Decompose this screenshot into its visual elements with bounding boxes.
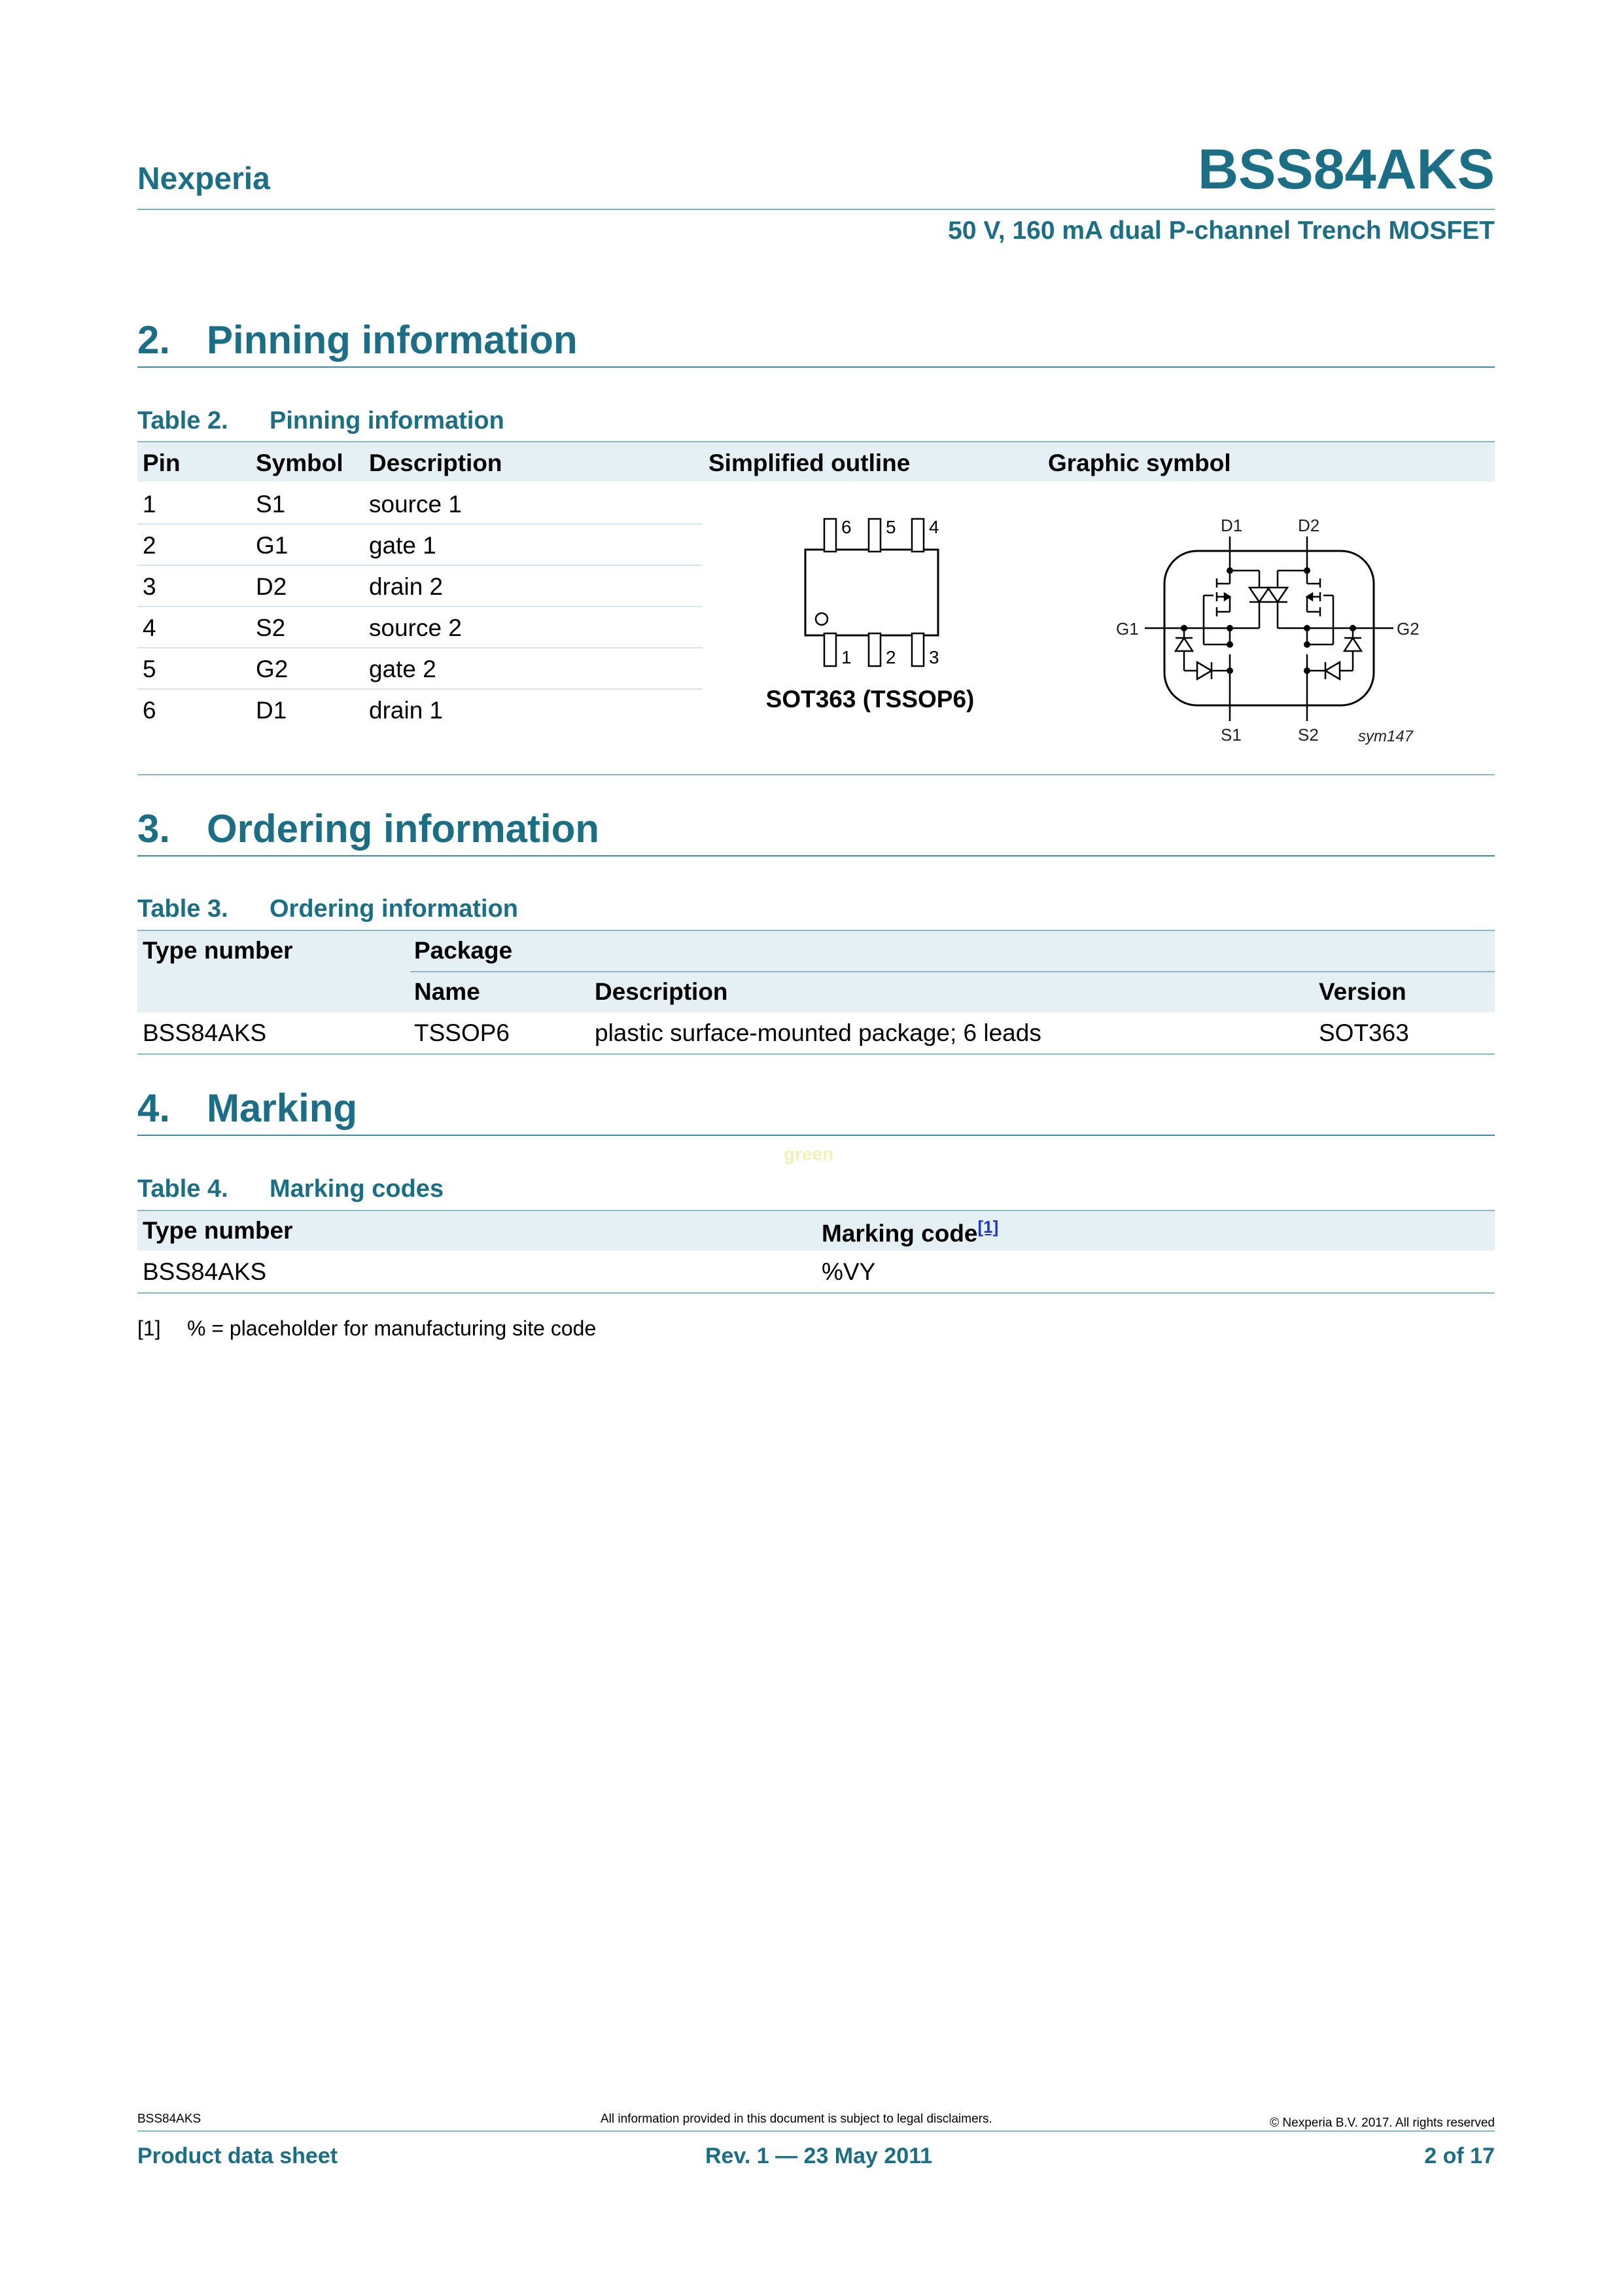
table-cell: D2 xyxy=(256,573,287,600)
col-header-type-number: Type number xyxy=(143,1217,293,1244)
pin-number: 1 xyxy=(841,647,852,667)
table-cell: BSS84AKS xyxy=(143,1019,267,1046)
lead-6 xyxy=(824,519,836,552)
col-header-description: Description xyxy=(369,450,502,476)
package-outline-diagram xyxy=(752,504,968,680)
col-header-symbol: Symbol xyxy=(256,450,343,476)
row-divider xyxy=(137,523,703,525)
footnote xyxy=(137,1316,596,1341)
caption-text: Ordering information xyxy=(270,895,518,923)
subheader-rule xyxy=(410,971,1495,972)
section-title: Ordering information xyxy=(207,807,599,851)
package-body xyxy=(805,550,938,635)
table-cell: source 2 xyxy=(369,614,462,641)
footnote-ref: [1] xyxy=(137,1316,161,1340)
section-heading-ordering xyxy=(137,806,599,851)
table-caption xyxy=(137,895,518,923)
section-number: 2. xyxy=(137,318,171,362)
footnote-text: % = placeholder for manufacturing site code xyxy=(187,1316,597,1340)
pin-number: 3 xyxy=(929,647,939,667)
table-bottom-rule xyxy=(137,1292,1495,1294)
section-number: 4. xyxy=(137,1086,171,1130)
lead-4 xyxy=(912,519,924,552)
table-cell: gate 2 xyxy=(369,656,436,682)
col-header-name: Name xyxy=(414,978,480,1005)
footer-page-number: 2 of 17 xyxy=(1424,2144,1495,2168)
table-cell: 4 xyxy=(143,614,156,641)
section-heading-marking xyxy=(137,1086,357,1131)
table-bottom-rule xyxy=(137,774,1495,775)
label-d2: D2 xyxy=(1298,516,1320,535)
label-g2: G2 xyxy=(1397,619,1420,639)
label-d1: D1 xyxy=(1221,516,1243,535)
header-divider xyxy=(137,209,1495,210)
label-s1: S1 xyxy=(1221,725,1242,745)
col-header-outline: Simplified outline xyxy=(708,450,911,476)
row-divider xyxy=(137,647,703,648)
table-bottom-rule xyxy=(137,1053,1495,1055)
table-cell: 6 xyxy=(143,697,156,724)
col-header-pin: Pin xyxy=(143,450,181,476)
label-g1: G1 xyxy=(1116,619,1139,639)
col-header-description: Description xyxy=(595,978,728,1005)
watermark-text: green xyxy=(784,1144,834,1164)
caption-number: Table 2. xyxy=(137,407,228,434)
row-divider xyxy=(137,565,703,566)
section-divider xyxy=(137,855,1495,857)
footer-divider xyxy=(137,2130,1495,2132)
table-cell: %VY xyxy=(822,1258,876,1285)
col-header-package: Package xyxy=(414,937,513,964)
pin-number: 6 xyxy=(841,517,852,537)
section-divider xyxy=(137,366,1495,368)
table-cell: 2 xyxy=(143,532,156,559)
footer-disclaimer: All information provided in this document is subject to legal disclaimers. xyxy=(601,2112,992,2126)
mosfet-graphic-symbol xyxy=(1112,510,1426,759)
label-s2: S2 xyxy=(1298,725,1319,745)
pin-number: 2 xyxy=(886,647,896,667)
table-cell: D1 xyxy=(256,697,287,724)
marking-code-label: Marking code xyxy=(822,1220,978,1247)
row-divider xyxy=(137,688,703,690)
junction-dots xyxy=(1181,567,1356,674)
caption-text: Marking codes xyxy=(270,1175,444,1203)
table-cell: 5 xyxy=(143,656,156,682)
table-cell: S2 xyxy=(256,614,286,641)
footer-doc-type: Product data sheet xyxy=(137,2144,338,2168)
col-header-type-number: Type number xyxy=(143,937,293,964)
table-cell: source 1 xyxy=(369,491,462,518)
table-cell: 1 xyxy=(143,491,156,518)
lead-2 xyxy=(869,633,881,666)
footnote-link[interactable]: [1] xyxy=(977,1217,999,1237)
table-cell: G2 xyxy=(256,656,288,682)
footer-doc-id: BSS84AKS xyxy=(137,2112,201,2126)
table-cell: gate 1 xyxy=(369,532,436,559)
section-heading-pinning xyxy=(137,317,578,362)
table-header-row xyxy=(137,1211,1495,1250)
table-cell: S1 xyxy=(256,491,286,518)
product-subtitle: 50 V, 160 mA dual P-channel Trench MOSFET xyxy=(948,217,1495,245)
table-cell: 3 xyxy=(143,573,156,600)
lead-5 xyxy=(869,519,881,552)
symbol-reference: sym147 xyxy=(1358,728,1414,745)
section-number: 3. xyxy=(137,807,171,851)
brand-name: Nexperia xyxy=(137,162,270,196)
lead-1 xyxy=(824,633,836,666)
footer-copyright: © Nexperia B.V. 2017. All rights reserved xyxy=(1270,2116,1495,2130)
table-cell: plastic surface-mounted package; 6 leads xyxy=(595,1019,1041,1046)
pin-number: 4 xyxy=(929,517,939,537)
pin-number: 5 xyxy=(886,517,896,537)
table-cell: SOT363 xyxy=(1319,1019,1409,1046)
caption-number: Table 4. xyxy=(137,1175,228,1203)
section-divider xyxy=(137,1135,1495,1136)
table-cell: G1 xyxy=(256,532,288,559)
caption-number: Table 3. xyxy=(137,895,228,923)
col-header-version: Version xyxy=(1319,978,1406,1005)
col-header-graphic: Graphic symbol xyxy=(1048,450,1231,476)
col-header-marking-code xyxy=(822,1218,998,1245)
row-divider xyxy=(137,606,703,607)
product-title: BSS84AKS xyxy=(1197,138,1495,201)
table-caption xyxy=(137,407,504,435)
table-cell: drain 1 xyxy=(369,697,444,724)
table-cell: BSS84AKS xyxy=(143,1258,267,1285)
section-title: Pinning information xyxy=(207,318,578,362)
section-title: Marking xyxy=(207,1086,358,1130)
footer-revision: Rev. 1 — 23 May 2011 xyxy=(705,2144,933,2168)
table-caption xyxy=(137,1175,444,1203)
caption-text: Pinning information xyxy=(270,407,504,434)
pin1-marker-icon xyxy=(816,613,828,625)
table-cell: drain 2 xyxy=(369,573,444,600)
package-label: SOT363 (TSSOP6) xyxy=(765,686,975,713)
lead-3 xyxy=(912,633,924,666)
table-cell: TSSOP6 xyxy=(414,1019,510,1046)
